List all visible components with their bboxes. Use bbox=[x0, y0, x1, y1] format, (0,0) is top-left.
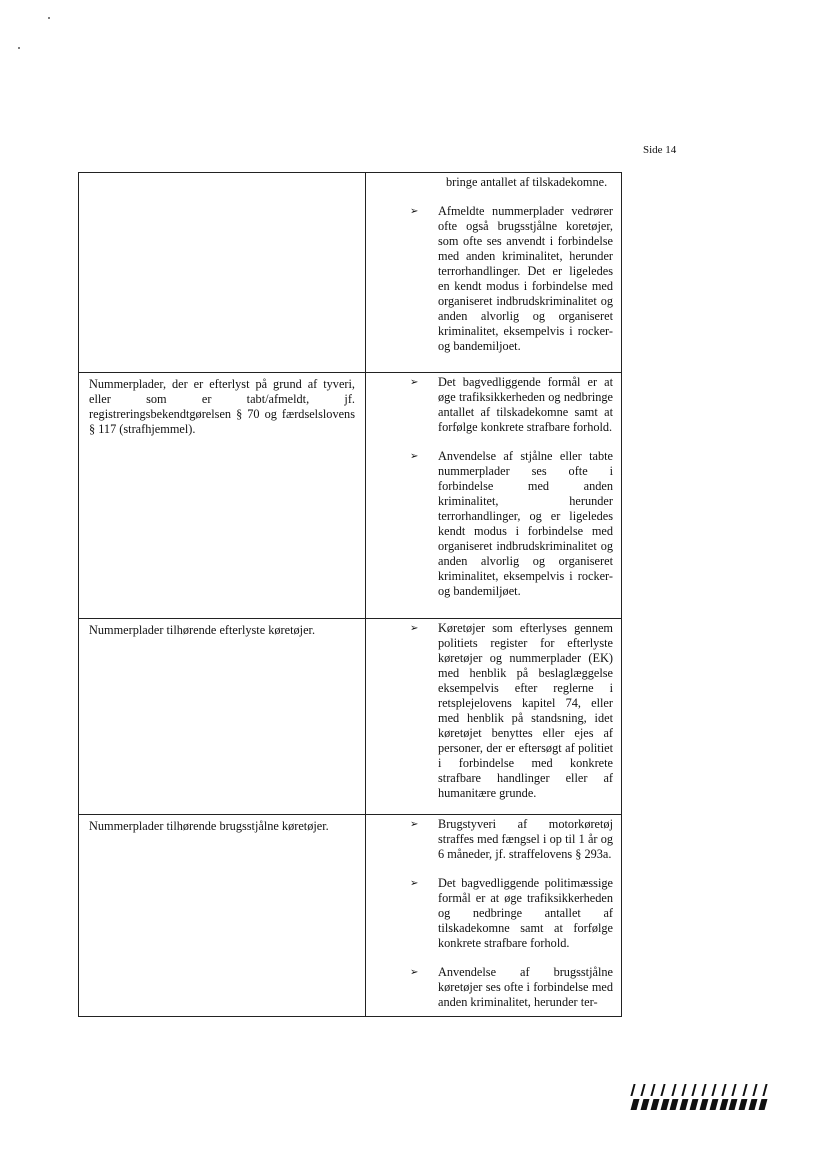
bullet-item bbox=[374, 965, 613, 1010]
bullet-text: Det bagvedliggende politimæssige formål er at øge trafiksikkerheden og nedbringe antallet af tilskadekomne samt at forfølge konkrete strafbare forhold. bbox=[438, 876, 613, 950]
left-cell: Nummerplader, der er efterlyst på grund af tyveri, eller som er tabt/afmeldt, jf. registreringsbekendtgørelsen § 70 og færdselslovens § 117 (strafhjemmel). bbox=[79, 373, 366, 619]
bullet-text: Brugstyveri af motorkøretøj straffes med fængsel i op til 1 år og 6 måneder, jf. straffelovens § 293a. bbox=[438, 817, 613, 861]
scan-speck bbox=[48, 17, 50, 19]
left-cell: Nummerplader tilhørende brugsstjålne køretøjer. bbox=[79, 815, 366, 1017]
table-row bbox=[79, 619, 622, 815]
scan-speck bbox=[18, 47, 20, 49]
arrow-bullet-icon: ➢ bbox=[410, 819, 419, 830]
barcode-mark bbox=[632, 1084, 766, 1110]
right-cell bbox=[366, 373, 622, 619]
bullet-text: Køretøjer som efterlyses gennem politiets register for efterlyste køretøjer og nummerplader (EK) med henblik på beslaglæggelse eksempelvis efter reglerne i retsplejelovens kapitel 74, eller med henblik på standsning, idet køretøjet benyttes eller ejes af personer, der er eftersøgt af politiet i forbindelse med konkrete strafbare handlinger eller af humanitære grunde. bbox=[438, 621, 613, 800]
bullet-text: Anvendelse af stjålne eller tabte nummerplader ses ofte i forbindelse med anden kriminalitet, herunder terrorhandlinger, og er ligeledes kendt modus i forbindelse med organiseret indbrudskriminalitet og anden alvorlig og organiseret kriminalitet, eksempelvis i rocker- og bandemiljøet. bbox=[438, 449, 613, 598]
bullet-text: Afmeldte nummerplader vedrører ofte også brugsstjålne koretøjer, som ofte ses anvendt i forbindelse med anden kriminalitet, herunder terrorhandlinger. Det er ligeledes en kendt modus i forbindelse med organiseret indbrudskriminalitet og anden alvorlig og organiseret kriminalitet, eksempelvis i rocker- og bandemiljoet. bbox=[438, 204, 613, 353]
arrow-bullet-icon: ➢ bbox=[410, 878, 419, 889]
bullet-item bbox=[374, 621, 613, 801]
arrow-bullet-icon: ➢ bbox=[410, 967, 419, 978]
right-cell bbox=[366, 173, 622, 373]
left-cell: Nummerplader tilhørende efterlyste køretøjer. bbox=[79, 619, 366, 815]
table-row bbox=[79, 815, 622, 1017]
bullet-item bbox=[374, 375, 613, 435]
bullet-text: Anvendelse af brugsstjålne køretøjer ses ofte i forbindelse med anden kriminalitet, herunder ter- bbox=[438, 965, 613, 1009]
continued-text: bringe antallet af tilskadekomne. bbox=[446, 175, 608, 189]
document-table bbox=[78, 172, 622, 1017]
arrow-bullet-icon: ➢ bbox=[410, 451, 419, 462]
bullet-item bbox=[374, 817, 613, 862]
page-number: Side 14 bbox=[643, 144, 677, 156]
bullet-item bbox=[374, 876, 613, 951]
bullet-item bbox=[374, 449, 613, 599]
right-cell bbox=[366, 815, 622, 1017]
bullet-item bbox=[374, 204, 613, 354]
table-row bbox=[79, 173, 622, 373]
arrow-bullet-icon: ➢ bbox=[410, 206, 419, 217]
right-cell bbox=[366, 619, 622, 815]
arrow-bullet-icon: ➢ bbox=[410, 377, 419, 388]
table-row bbox=[79, 373, 622, 619]
arrow-bullet-icon: ➢ bbox=[410, 623, 419, 634]
left-cell bbox=[79, 173, 366, 373]
bullet-text: Det bagvedliggende formål er at øge trafiksikkerheden og nedbringe antallet af tilskadekomne samt at forfølge konkrete strafbare forhold. bbox=[438, 375, 613, 434]
